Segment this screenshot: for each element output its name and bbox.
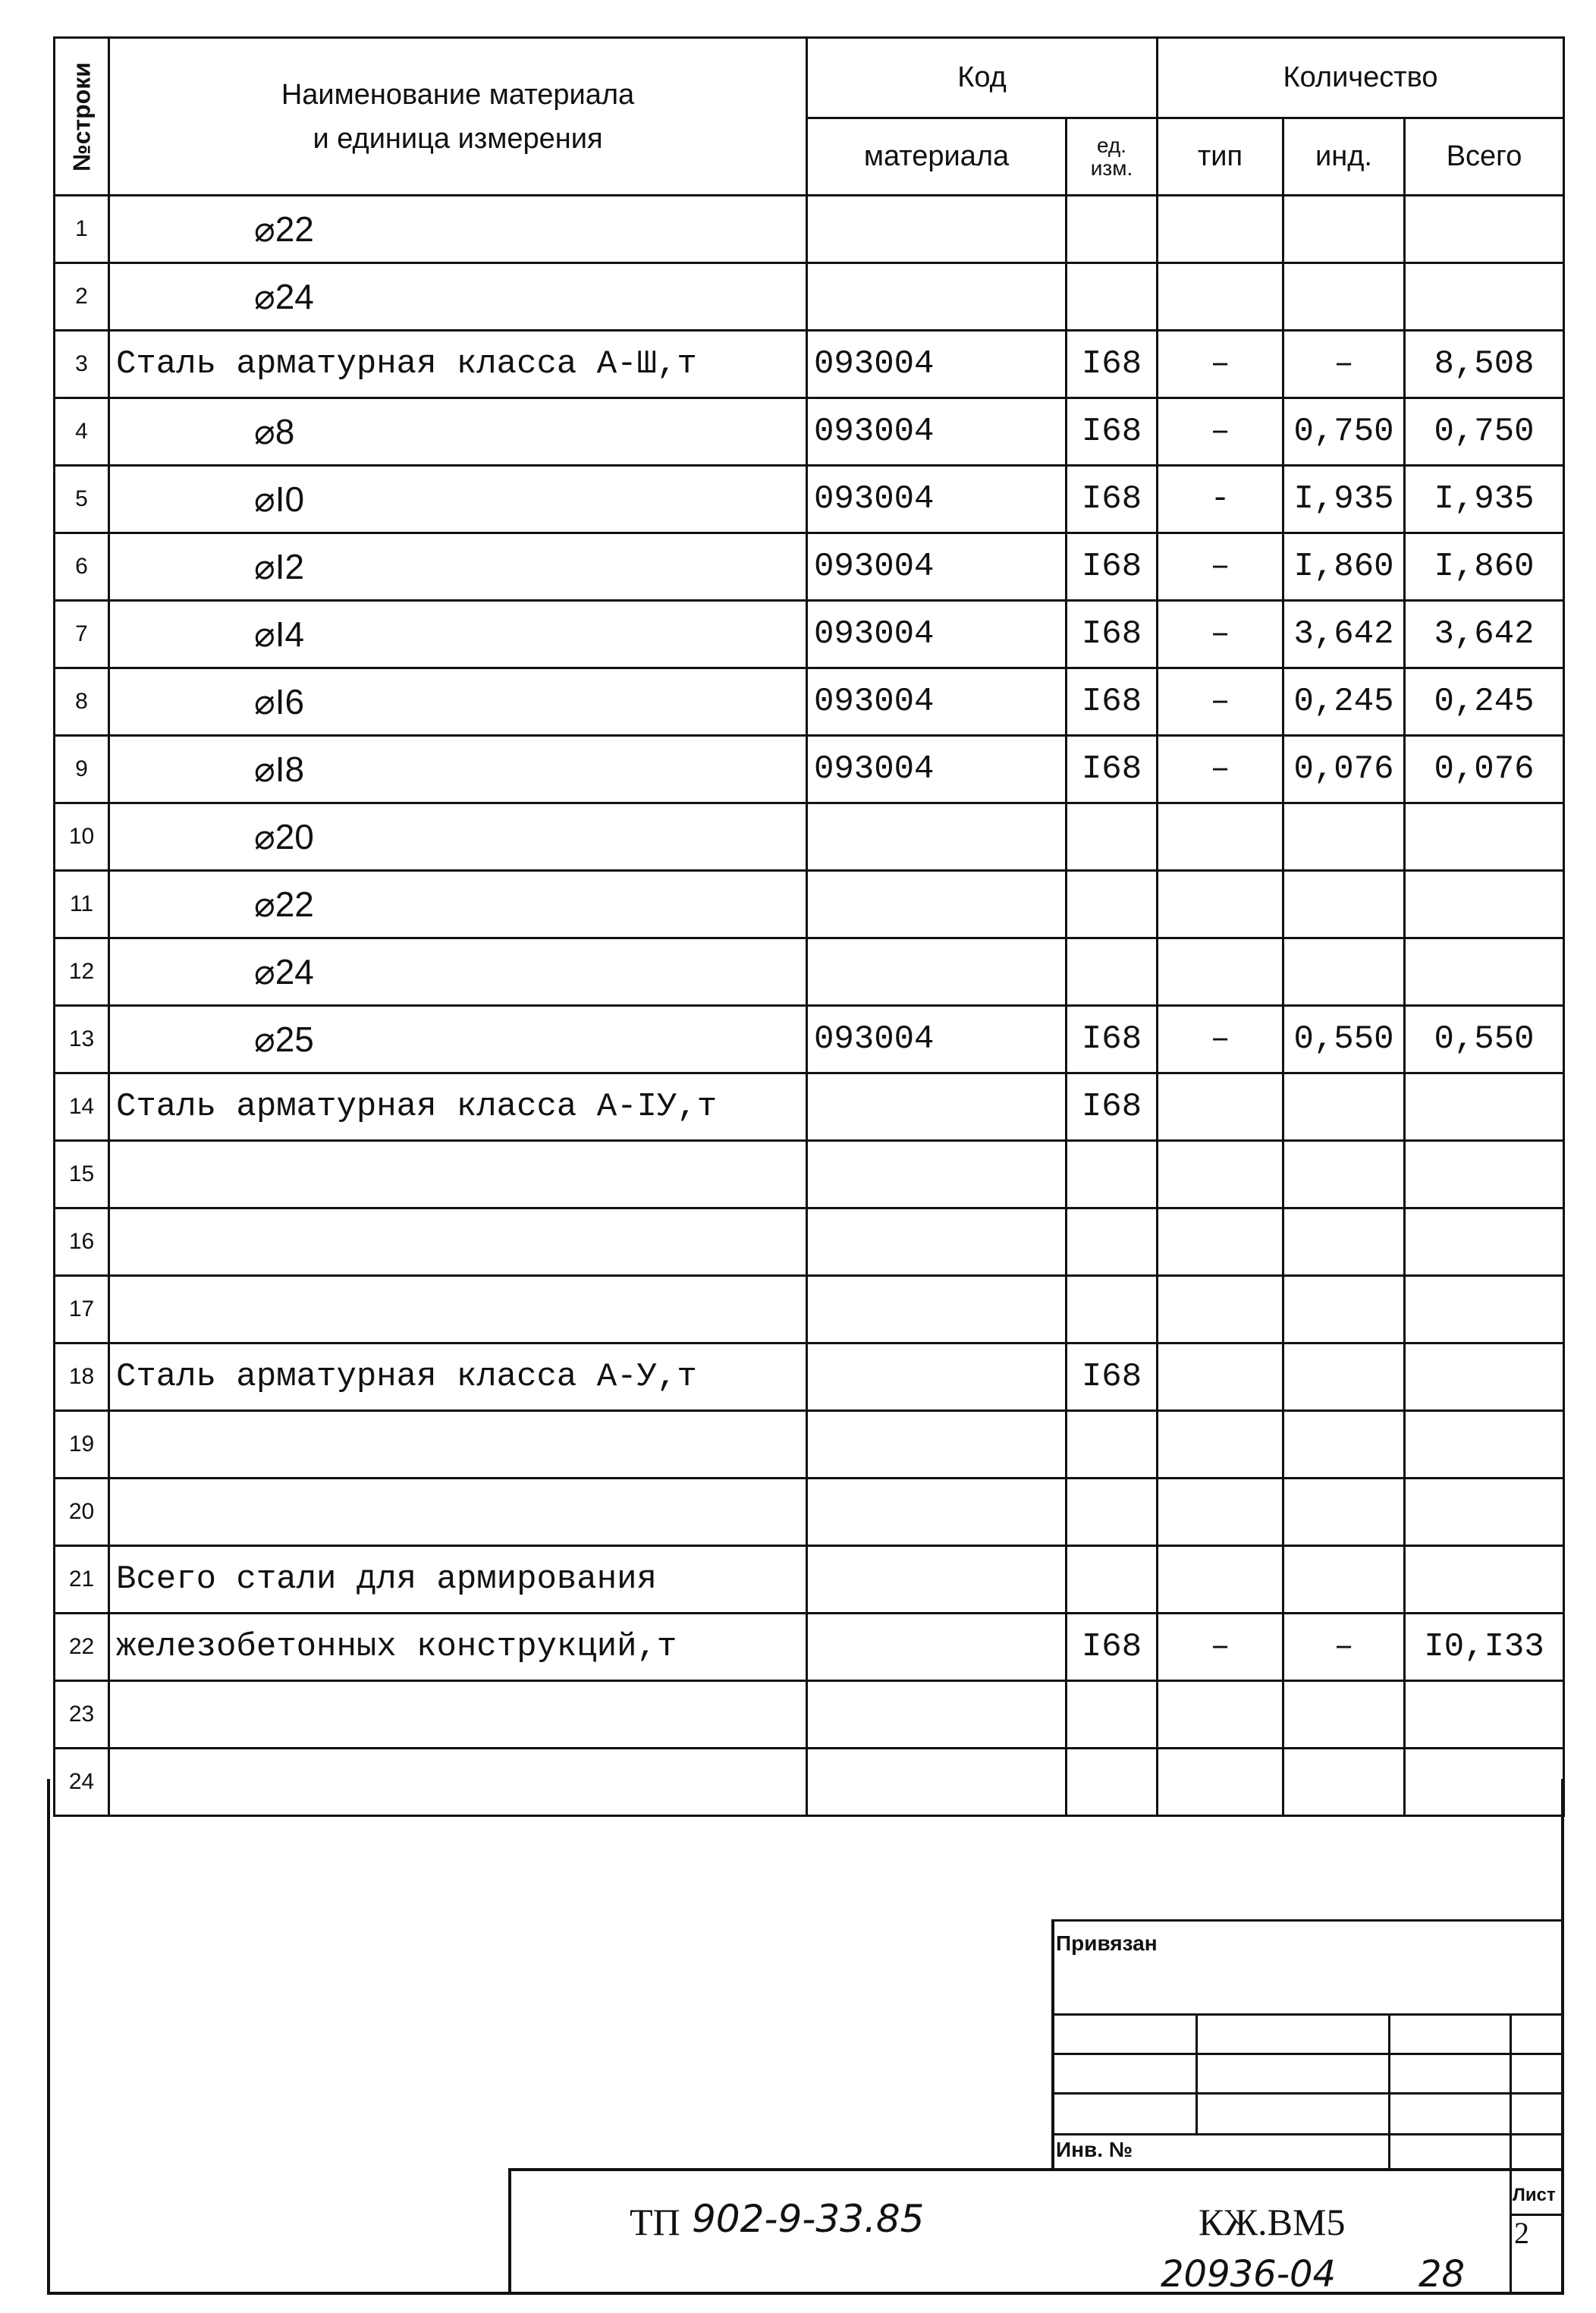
total-qty <box>1405 196 1564 263</box>
table-row <box>55 1411 1564 1479</box>
table-row <box>55 1141 1564 1208</box>
row-number: 5 <box>55 466 109 533</box>
document-number: 902-9-33.85 <box>692 2197 925 2241</box>
frame-left-border <box>47 1779 50 2295</box>
total-qty <box>1405 1141 1564 1208</box>
unit-code <box>1067 1141 1158 1208</box>
material-code: 093004 <box>807 466 1067 533</box>
row-number: 9 <box>55 736 109 803</box>
document-prefix: ТП <box>630 2201 680 2243</box>
table-row <box>55 1006 1564 1073</box>
header-row-number-label: №строки <box>68 61 95 171</box>
material-name: ⌀22 <box>109 196 807 263</box>
unit-code <box>1067 1411 1158 1479</box>
title-block-line-3 <box>1051 2092 1564 2095</box>
header-code: Код <box>807 38 1158 118</box>
material-name: ⌀22 <box>109 871 807 938</box>
row-number: 22 <box>55 1614 109 1681</box>
sheet-label: Лист <box>1513 2185 1556 2205</box>
individual-qty: – <box>1283 1614 1405 1681</box>
row-number: 11 <box>55 871 109 938</box>
type-qty <box>1158 1479 1283 1546</box>
individual-qty <box>1283 871 1405 938</box>
total-qty <box>1405 1546 1564 1614</box>
table-row <box>55 466 1564 533</box>
total-qty <box>1405 871 1564 938</box>
type-qty: - <box>1158 466 1283 533</box>
total-qty <box>1405 803 1564 871</box>
material-code <box>807 803 1067 871</box>
material-code <box>807 1681 1067 1749</box>
material-code <box>807 1479 1067 1546</box>
material-code <box>807 196 1067 263</box>
table-row <box>55 803 1564 871</box>
material-name <box>109 1141 807 1208</box>
header-name-line2: и единица измерения <box>313 122 603 155</box>
individual-qty: 0,245 <box>1283 668 1405 736</box>
row-number: 10 <box>55 803 109 871</box>
total-qty <box>1405 938 1564 1006</box>
material-name: Сталь арматурная класса А-У,т <box>109 1343 807 1411</box>
material-code <box>807 1208 1067 1276</box>
total-qty <box>1405 1208 1564 1276</box>
type-qty <box>1158 1073 1283 1141</box>
row-number: 8 <box>55 668 109 736</box>
unit-code: I68 <box>1067 331 1158 398</box>
row-number: 2 <box>55 263 109 331</box>
total-qty <box>1405 263 1564 331</box>
material-name: ⌀24 <box>109 938 807 1006</box>
stamp-left-edge <box>508 2168 511 2294</box>
material-name: ⌀I2 <box>109 533 807 601</box>
individual-qty <box>1283 1276 1405 1343</box>
material-code <box>807 938 1067 1006</box>
individual-qty <box>1283 938 1405 1006</box>
total-qty <box>1405 1749 1564 1816</box>
title-block-top-edge <box>1051 1919 1564 1922</box>
header-total: Всего <box>1405 118 1564 196</box>
header-unit: ед. изм. <box>1067 118 1158 196</box>
material-code <box>807 871 1067 938</box>
row-number: 23 <box>55 1681 109 1749</box>
table-row <box>55 1681 1564 1749</box>
type-qty <box>1158 1208 1283 1276</box>
header-individual: инд. <box>1283 118 1405 196</box>
table-row <box>55 601 1564 668</box>
material-code <box>807 1614 1067 1681</box>
table-row <box>55 736 1564 803</box>
frame-bottom-border <box>47 2292 1564 2295</box>
material-name: ⌀I0 <box>109 466 807 533</box>
table-body <box>55 196 1564 1816</box>
individual-qty <box>1283 1749 1405 1816</box>
type-qty <box>1158 871 1283 938</box>
type-qty <box>1158 263 1283 331</box>
unit-code: I68 <box>1067 1343 1158 1411</box>
table-row <box>55 1343 1564 1411</box>
total-qty <box>1405 1073 1564 1141</box>
material-code: 093004 <box>807 736 1067 803</box>
attached-label: Привязан <box>1056 1931 1158 1955</box>
unit-code <box>1067 263 1158 331</box>
page-number: 28 <box>1418 2253 1466 2296</box>
type-qty: – <box>1158 1006 1283 1073</box>
type-qty <box>1158 1411 1283 1479</box>
unit-code: I68 <box>1067 533 1158 601</box>
type-qty <box>1158 1681 1283 1749</box>
header-type: тип <box>1158 118 1283 196</box>
title-block-line-1 <box>1051 2013 1564 2016</box>
table-header <box>55 38 1564 196</box>
unit-code <box>1067 938 1158 1006</box>
individual-qty <box>1283 1073 1405 1141</box>
table-row <box>55 1546 1564 1614</box>
unit-code <box>1067 1546 1158 1614</box>
table-row <box>55 1479 1564 1546</box>
type-qty: – <box>1158 533 1283 601</box>
type-qty: – <box>1158 1614 1283 1681</box>
row-number: 4 <box>55 398 109 466</box>
table-row <box>55 1749 1564 1816</box>
title-block-line-4 <box>1051 2133 1564 2135</box>
material-name <box>109 1479 807 1546</box>
individual-qty <box>1283 196 1405 263</box>
row-number: 12 <box>55 938 109 1006</box>
individual-qty <box>1283 1208 1405 1276</box>
type-qty <box>1158 803 1283 871</box>
unit-code <box>1067 1276 1158 1343</box>
row-number: 15 <box>55 1141 109 1208</box>
material-name <box>109 1276 807 1343</box>
sheet-number: 2 <box>1514 2216 1529 2250</box>
total-qty <box>1405 1411 1564 1479</box>
row-number: 19 <box>55 1411 109 1479</box>
individual-qty <box>1283 1141 1405 1208</box>
total-qty <box>1405 1479 1564 1546</box>
header-quantity: Количество <box>1158 38 1564 118</box>
row-number: 6 <box>55 533 109 601</box>
unit-code <box>1067 1479 1158 1546</box>
header-row-number <box>55 38 109 196</box>
individual-qty: I,935 <box>1283 466 1405 533</box>
type-qty <box>1158 1343 1283 1411</box>
material-code <box>807 1343 1067 1411</box>
material-code <box>807 1141 1067 1208</box>
type-qty: – <box>1158 668 1283 736</box>
material-code: 093004 <box>807 533 1067 601</box>
type-qty: – <box>1158 398 1283 466</box>
table-row <box>55 1614 1564 1681</box>
individual-qty <box>1283 1546 1405 1614</box>
title-block-line-2 <box>1051 2053 1564 2055</box>
table-row <box>55 871 1564 938</box>
total-qty: I,935 <box>1405 466 1564 533</box>
material-name: ⌀I6 <box>109 668 807 736</box>
individual-qty: 0,750 <box>1283 398 1405 466</box>
total-qty <box>1405 1343 1564 1411</box>
total-qty: I0,I33 <box>1405 1614 1564 1681</box>
material-name: железобетонных конструкций,т <box>109 1614 807 1681</box>
document-mark: КЖ.ВМ5 <box>1199 2201 1346 2243</box>
individual-qty: 0,076 <box>1283 736 1405 803</box>
individual-qty <box>1283 1411 1405 1479</box>
unit-code: I68 <box>1067 601 1158 668</box>
title-block-divider-1 <box>1195 2013 1198 2135</box>
material-name <box>109 1411 807 1479</box>
unit-code <box>1067 196 1158 263</box>
row-number: 21 <box>55 1546 109 1614</box>
type-qty <box>1158 938 1283 1006</box>
row-number: 7 <box>55 601 109 668</box>
table-row <box>55 398 1564 466</box>
table-row <box>55 668 1564 736</box>
unit-code: I68 <box>1067 466 1158 533</box>
material-name: ⌀20 <box>109 803 807 871</box>
row-number: 14 <box>55 1073 109 1141</box>
type-qty <box>1158 1546 1283 1614</box>
individual-qty: – <box>1283 331 1405 398</box>
material-name: ⌀25 <box>109 1006 807 1073</box>
individual-qty <box>1283 803 1405 871</box>
type-qty: – <box>1158 736 1283 803</box>
title-block-left-edge <box>1051 1919 1054 2170</box>
table-row <box>55 196 1564 263</box>
row-number: 24 <box>55 1749 109 1816</box>
individual-qty <box>1283 1343 1405 1411</box>
row-number: 17 <box>55 1276 109 1343</box>
row-number: 16 <box>55 1208 109 1276</box>
material-code <box>807 1276 1067 1343</box>
material-code: 093004 <box>807 1006 1067 1073</box>
table-row <box>55 1276 1564 1343</box>
material-name: ⌀8 <box>109 398 807 466</box>
total-qty: 0,245 <box>1405 668 1564 736</box>
material-code <box>807 1073 1067 1141</box>
material-code <box>807 263 1067 331</box>
individual-qty <box>1283 263 1405 331</box>
archive-number: 20936-04 <box>1161 2253 1337 2296</box>
type-qty <box>1158 1749 1283 1816</box>
inventory-number-label: Инв. № <box>1056 2138 1133 2161</box>
material-specification-table <box>53 36 1565 1817</box>
individual-qty: I,860 <box>1283 533 1405 601</box>
row-number: 3 <box>55 331 109 398</box>
total-qty: 8,508 <box>1405 331 1564 398</box>
type-qty <box>1158 1276 1283 1343</box>
material-code: 093004 <box>807 601 1067 668</box>
row-number: 20 <box>55 1479 109 1546</box>
unit-code <box>1067 1749 1158 1816</box>
total-qty <box>1405 1276 1564 1343</box>
unit-code <box>1067 803 1158 871</box>
title-block-divider-3 <box>1510 2013 1512 2293</box>
unit-code <box>1067 1681 1158 1749</box>
material-name: Сталь арматурная класса А-Ш,т <box>109 331 807 398</box>
total-qty <box>1405 1681 1564 1749</box>
material-code: 093004 <box>807 398 1067 466</box>
type-qty: – <box>1158 331 1283 398</box>
table-row <box>55 533 1564 601</box>
unit-code: I68 <box>1067 398 1158 466</box>
unit-code <box>1067 871 1158 938</box>
material-code <box>807 1546 1067 1614</box>
header-material-name <box>109 38 807 196</box>
unit-code <box>1067 1208 1158 1276</box>
frame-right-border <box>1561 1779 1564 2295</box>
total-qty: 3,642 <box>1405 601 1564 668</box>
material-name <box>109 1208 807 1276</box>
material-code <box>807 1749 1067 1816</box>
material-name <box>109 1681 807 1749</box>
table-row <box>55 331 1564 398</box>
individual-qty <box>1283 1681 1405 1749</box>
material-name: ⌀I8 <box>109 736 807 803</box>
individual-qty <box>1283 1479 1405 1546</box>
total-qty: 0,076 <box>1405 736 1564 803</box>
row-number: 1 <box>55 196 109 263</box>
material-name: ⌀I4 <box>109 601 807 668</box>
material-name: Всего стали для армирования <box>109 1546 807 1614</box>
title-block-divider-2 <box>1388 2013 1390 2170</box>
individual-qty: 3,642 <box>1283 601 1405 668</box>
header-material-code: материала <box>807 118 1067 196</box>
row-number: 18 <box>55 1343 109 1411</box>
row-number: 13 <box>55 1006 109 1073</box>
header-name-line1: Наименование материала <box>281 78 635 111</box>
total-qty: 0,550 <box>1405 1006 1564 1073</box>
table-row <box>55 1073 1564 1141</box>
material-code <box>807 1411 1067 1479</box>
unit-code: I68 <box>1067 736 1158 803</box>
type-qty <box>1158 1141 1283 1208</box>
material-name: ⌀24 <box>109 263 807 331</box>
total-qty: I,860 <box>1405 533 1564 601</box>
unit-code: I68 <box>1067 668 1158 736</box>
unit-code: I68 <box>1067 1006 1158 1073</box>
unit-code: I68 <box>1067 1614 1158 1681</box>
table-row <box>55 1208 1564 1276</box>
stamp-top-edge <box>508 2168 1564 2171</box>
individual-qty: 0,550 <box>1283 1006 1405 1073</box>
table-row <box>55 938 1564 1006</box>
material-code: 093004 <box>807 668 1067 736</box>
table-row <box>55 263 1564 331</box>
material-code: 093004 <box>807 331 1067 398</box>
material-name <box>109 1749 807 1816</box>
type-qty <box>1158 196 1283 263</box>
material-name: Сталь арматурная класса А-IУ,т <box>109 1073 807 1141</box>
unit-code: I68 <box>1067 1073 1158 1141</box>
type-qty: – <box>1158 601 1283 668</box>
total-qty: 0,750 <box>1405 398 1564 466</box>
